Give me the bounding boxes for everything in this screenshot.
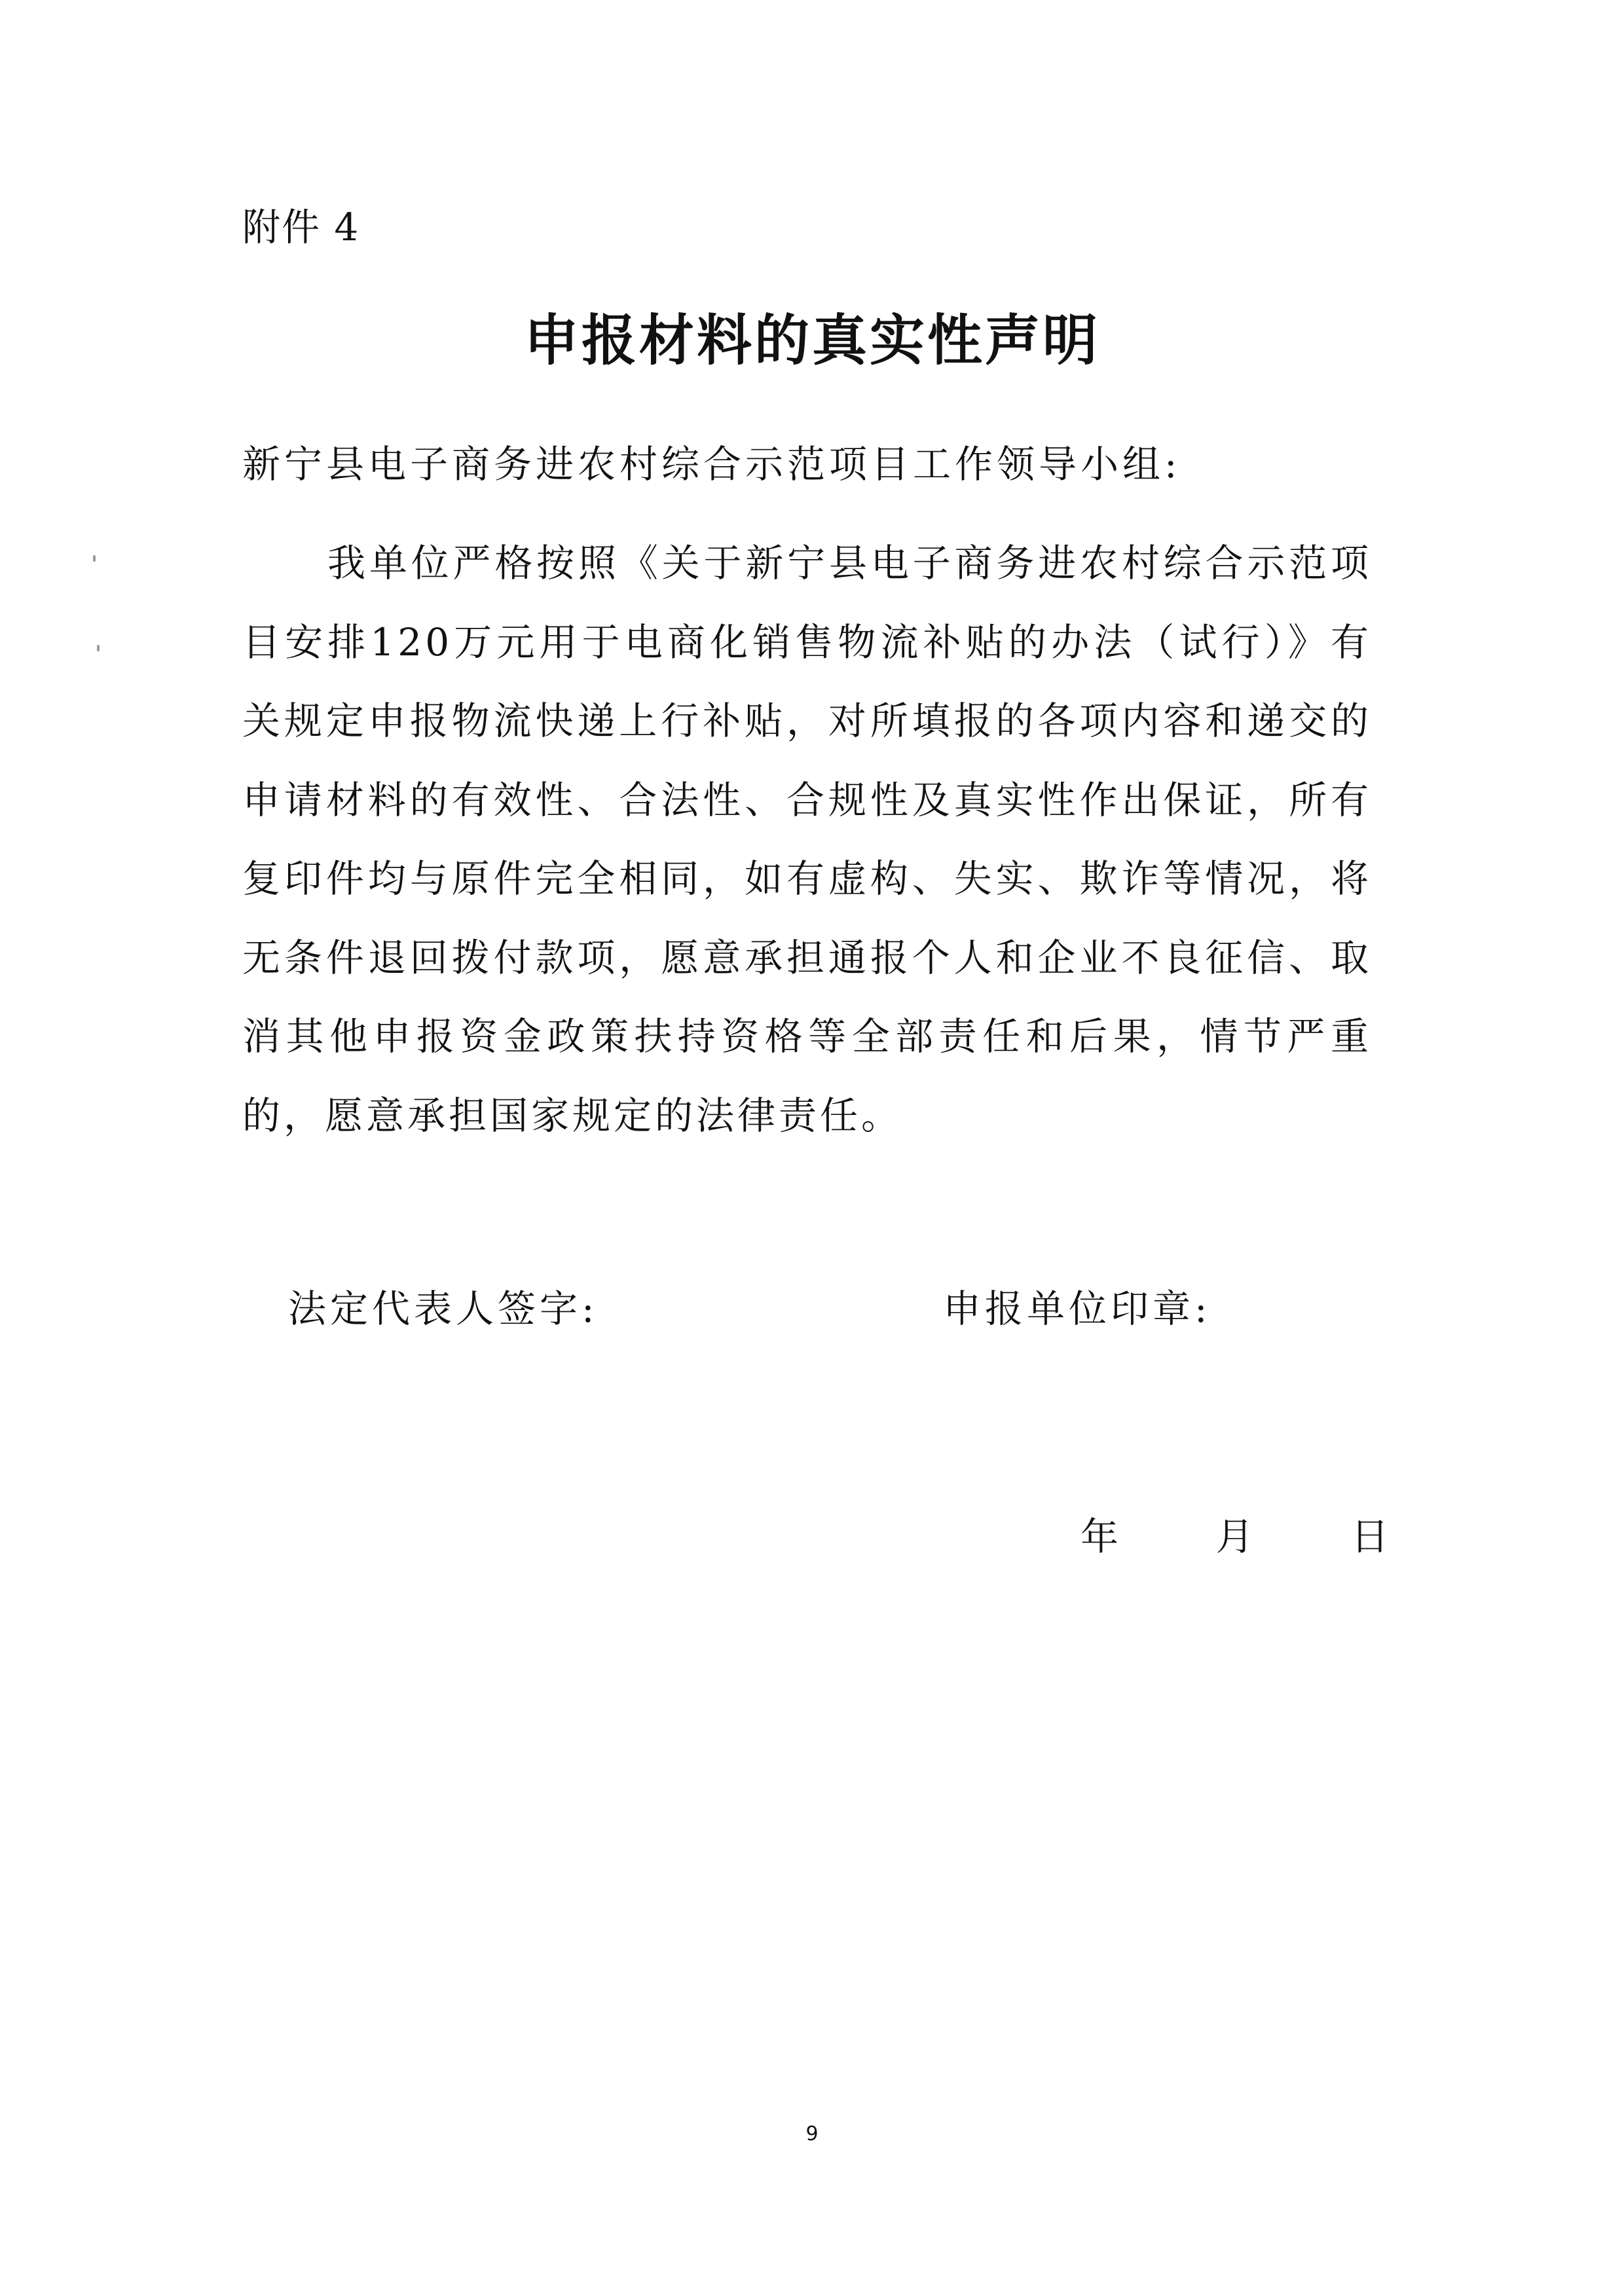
date-day-label: 日 xyxy=(1350,1514,1389,1559)
date-month-label: 月 xyxy=(1215,1514,1254,1559)
document-title: 申报材料的真实性声明 xyxy=(523,308,1100,373)
page-number: 9 xyxy=(805,2123,819,2145)
declaration-body: 我单位严格按照《关于新宁县电子商务进农村综合示范项目安排120万元用于电商化销售物流补贴的办法（试行）》有关规定申报物流快递上行补贴，对所填报的各项内容和递交的申请材料的有效性、合法性、合规性及真实性作出保证，所有复印件均与原件完全相同，如有虚构、失实、欺诈等情况，将无条件退回拨付款项，愿意承担通报个人和企业不良征信、取消其他申报资金政策扶持资格等全部责任和后果，情节严重的，愿意承担国家规定的法律责任。 xyxy=(242,541,1372,1138)
date-year-label: 年 xyxy=(1080,1514,1119,1559)
scan-speck xyxy=(97,645,100,651)
unit-seal-label: 申报单位印章: xyxy=(943,1286,1211,1331)
scan-speck xyxy=(93,555,96,562)
salutation: 新宁县电子商务进农村综合示范项目工作领导小组: xyxy=(242,442,1181,486)
attachment-label: 附件 4 xyxy=(242,205,360,249)
representative-signature-label: 法定代表人签字: xyxy=(288,1286,599,1331)
date-line xyxy=(1080,1514,1389,1559)
